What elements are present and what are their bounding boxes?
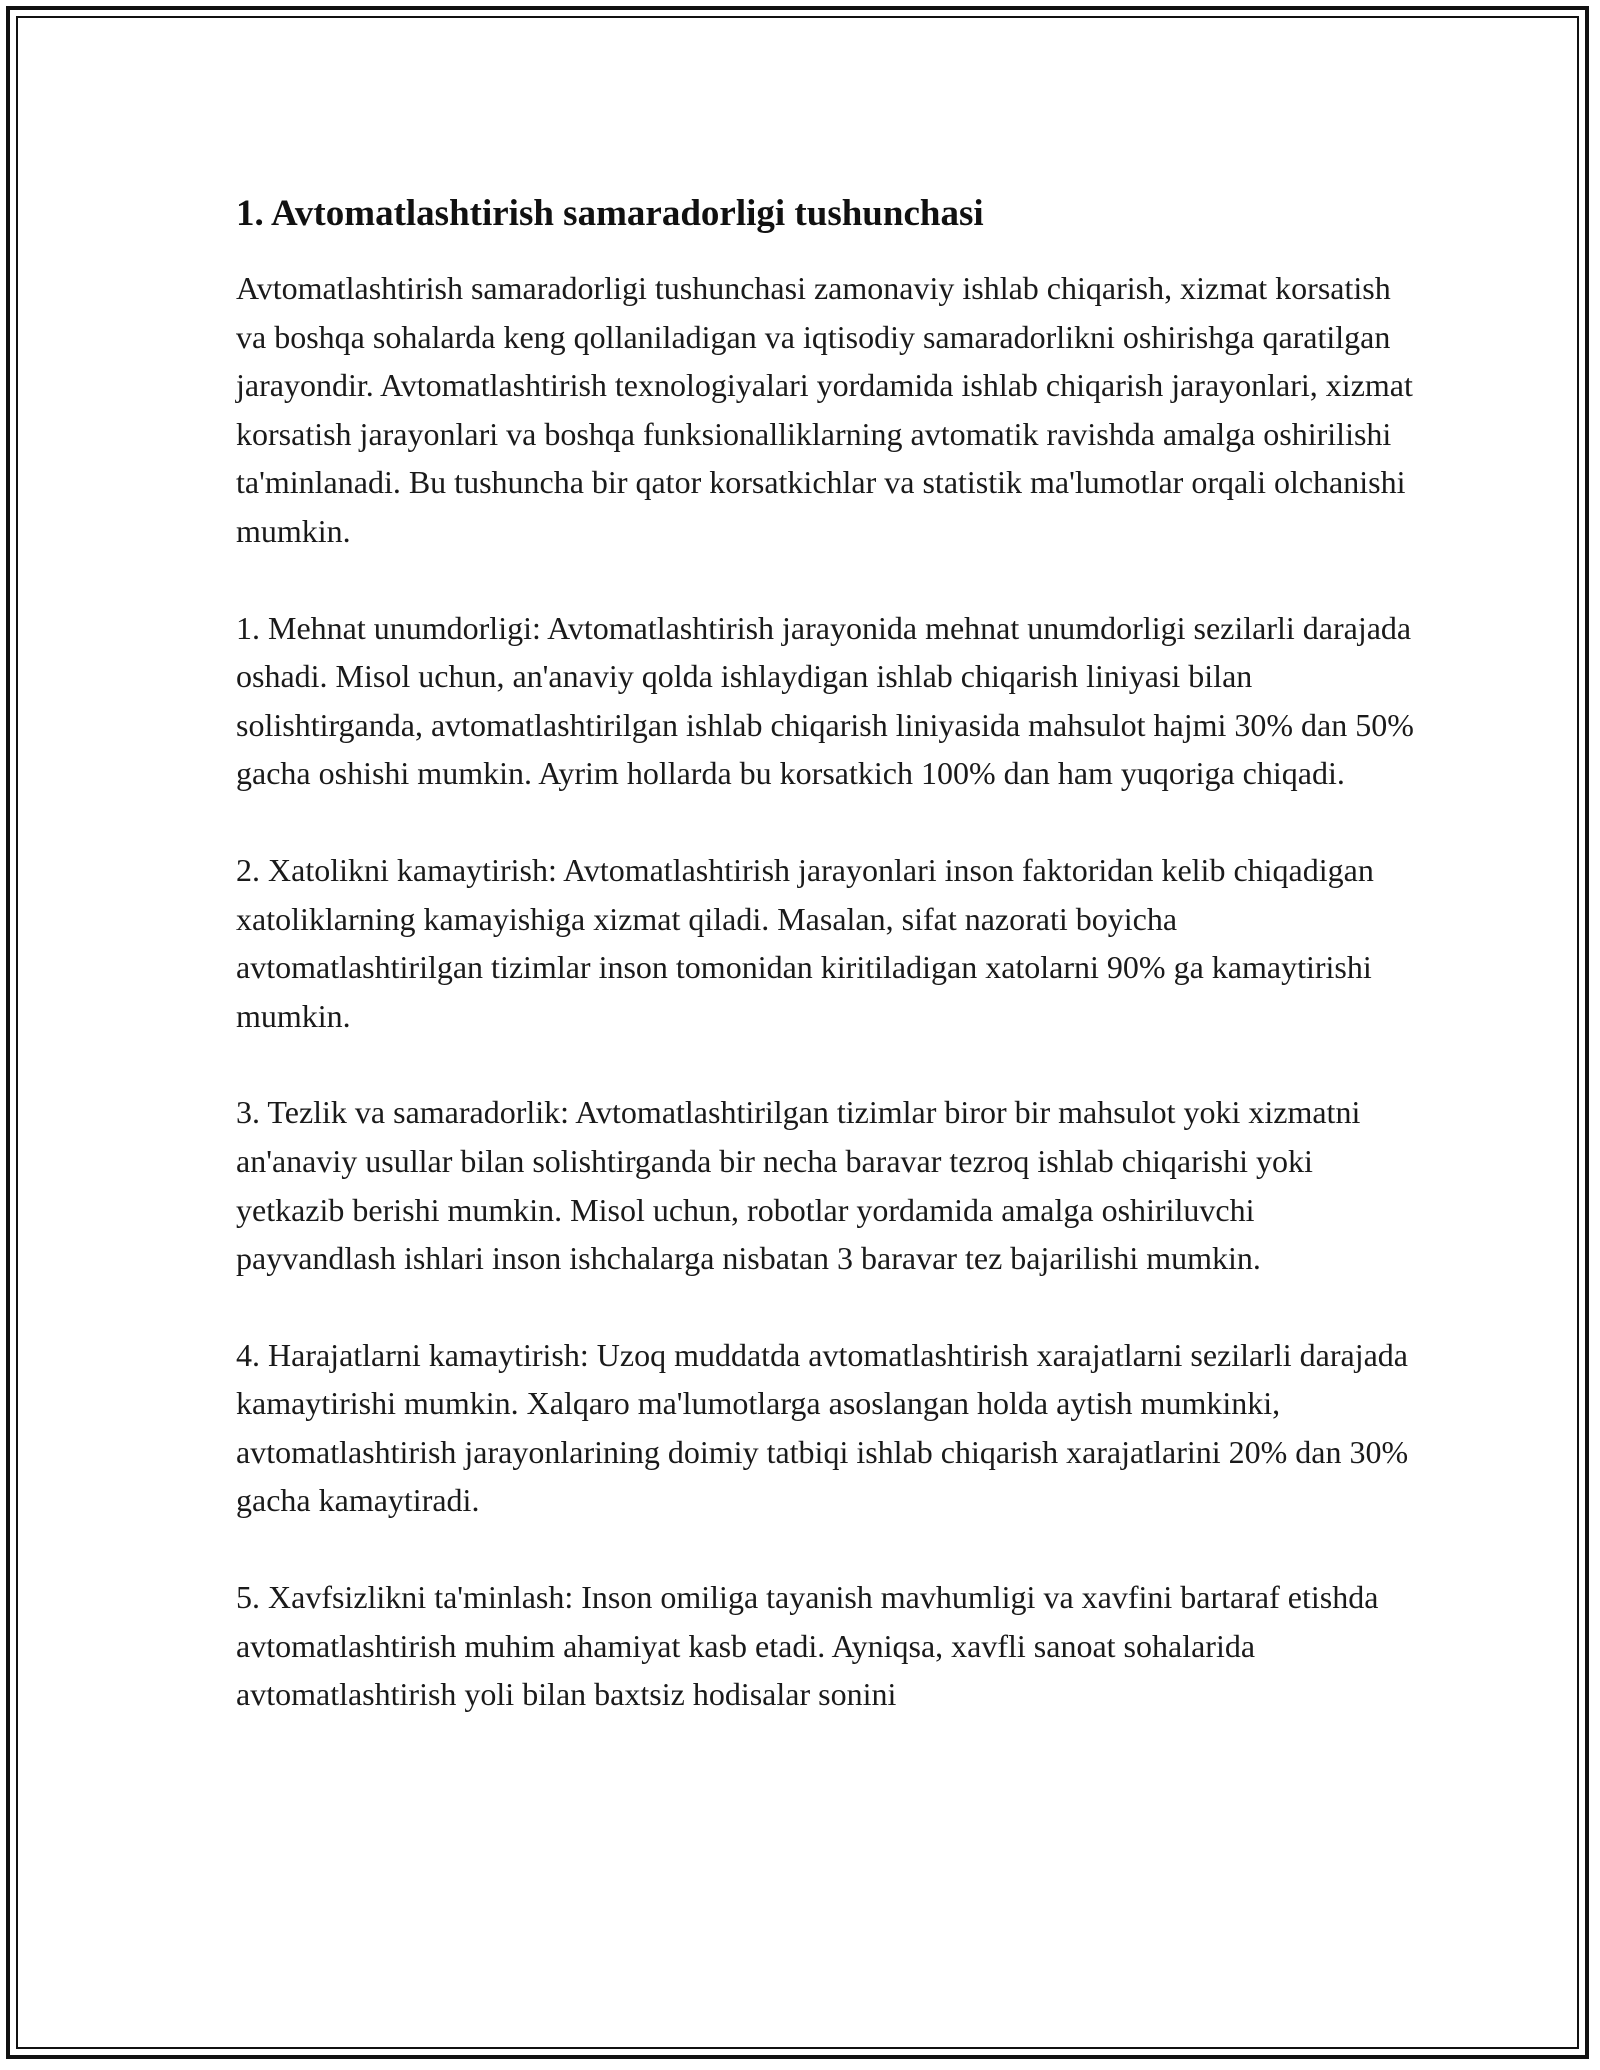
document-body xyxy=(236,186,1416,1767)
paragraph-cost-reduction: 4. Harajatlarni kamaytirish: Uzoq muddatda avtomatlashtirish xarajatlarni sezilarli darajada kamaytirishi mumkin. Xalqaro ma'lumotlarga asoslangan holda aytish mumkinki, avtomatlashtirish jarayonlarining doimiy tatbiqi ishlab chiqarish xarajatlarini 20% dan 30% gacha kamaytiradi. xyxy=(236,1336,1409,1519)
paragraph-labor-productivity: 1. Mehnat unumdorligi: Avtomatlashtirish jarayonida mehnat unumdorligi sezilarli darajada oshadi. Misol uchun, an'anaviy qolda ishlaydigan ishlab chiqarish liniyasi bilan solishtirganda, avtomatlashtirilgan ishlab chiqarish liniyasida mahsulot hajmi 30% dan 50% gacha oshishi mumkin. Ayrim hollarda bu korsatkich 100% dan ham yuqoriga chiqadi. xyxy=(236,609,1414,792)
paragraph-safety: 5. Xavfsizlikni ta'minlash: Inson omiliga tayanish mavhumligi va xavfini bartaraf etishda avtomatlashtirish muhim ahamiyat kasb etadi. Ayniqsa, xavfli sanoat sohalarida avtomatlashtirish yoli bilan baxtsiz hodisalar sonini xyxy=(236,1579,1379,1713)
paragraph-speed-efficiency: 3. Tezlik va samaradorlik: Avtomatlashtirilgan tizimlar biror bir mahsulot yoki xizmatni an'anaviy usullar bilan solishtirganda bir necha baravar tezroq ishlab chiqarishi yoki yetkazib berishi mumkin. Misol uchun, robotlar yordamida amalga oshiriluvchi payvandlash ishlari inson ishchalarga nisbatan 3 baravar tez bajarilishi mumkin. xyxy=(236,1094,1361,1277)
section-heading: 1. Avtomatlashtirish samaradorligi tushunchasi xyxy=(236,193,984,234)
intro-paragraph: Avtomatlashtirish samaradorligi tushunchasi zamonaviy ishlab chiqarish, xizmat korsatish va boshqa sohalarda keng qollaniladigan va iqtisodiy samaradorlikni oshirishga qaratilgan jarayondir. Avtomatlashtirish texnologiyalari yordamida ishlab chiqarish jarayonlari, xizmat korsatish jarayonlari va boshqa funksionalliklarning avtomatik ravishda amalga oshirilishi ta'minlanadi. Bu tushuncha bir qator korsatkichlar va statistik ma'lumotlar orqali olchanishi mumkin. xyxy=(236,270,1413,549)
paragraph-error-reduction: 2. Xatolikni kamaytirish: Avtomatlashtirish jarayonlari inson faktoridan kelib chiqadigan xatoliklarning kamayishiga xizmat qiladi. Masalan, sifat nazorati boyicha avtomatlashtirilgan tizimlar inson tomonidan kiritiladigan xatolarni 90% ga kamaytirishi mumkin. xyxy=(236,851,1374,1034)
